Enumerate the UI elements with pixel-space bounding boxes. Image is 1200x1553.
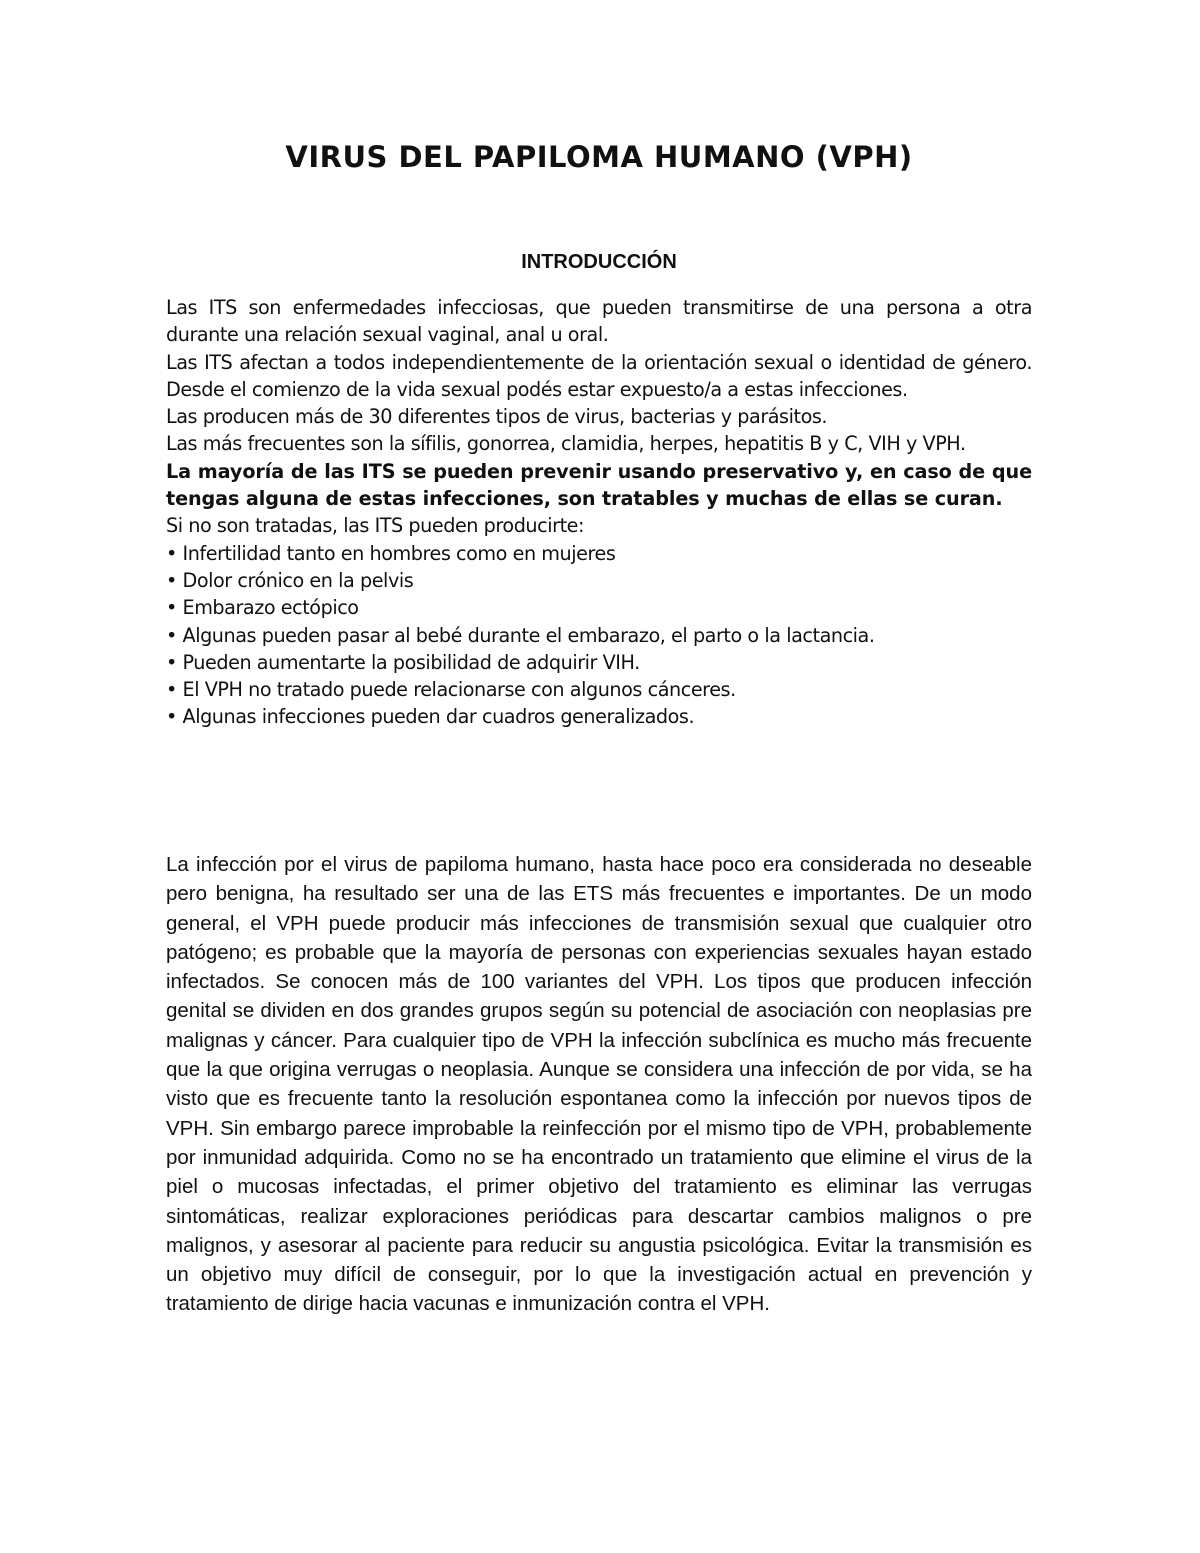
list-item: • El VPH no tratado puede relacionarse con algunos cánceres. <box>166 678 736 702</box>
list-item: • Algunas infecciones pueden dar cuadros generalizados. <box>166 705 695 729</box>
introduction-section <box>166 294 1032 731</box>
list-item: • Dolor crónico en la pelvis <box>166 568 414 592</box>
document-title: VIRUS DEL PAPILOMA HUMANO (VPH) <box>285 140 913 174</box>
intro-paragraph: Las más frecuentes son la sífilis, gonorrea, clamidia, herpes, hepatitis B y C, VIH y VPH. <box>166 432 966 456</box>
intro-paragraph: Las ITS son enfermedades infecciosas, que pueden transmitirse de una persona a otra durante una relación sexual vaginal, anal u oral. <box>166 296 1032 347</box>
bold-prevention-statement: La mayoría de las ITS se pueden prevenir usando preservativo y, en caso de que tengas alguna de estas infecciones, son tratables y muchas de ellas se curan. <box>166 459 1032 511</box>
list-item: • Pueden aumentarte la posibilidad de adquirir VIH. <box>166 650 640 674</box>
main-paragraph: La infección por el virus de papiloma humano, hasta hace poco era considerada no deseable pero benigna, ha resultado ser una de las ETS más frecuentes e importantes. De un modo general, el VPH puede producir más infecciones de transmisión sexual que cualquier otro patógeno; es probable que la mayoría de personas con experiencias sexuales hayan estado infectados. Se conocen más de 100 variantes del VPH. Los tipos que producen infección genital se dividen en dos grandes grupos según su potencial de asociación con neoplasias pre malignas y cáncer. Para cualquier tipo de VPH la infección subclínica es mucho más frecuente que la que origina verrugas o neoplasia. Aunque se considera una infección de por vida, se ha visto que es frecuente tanto la resolución espontanea como la infección por nuevos tipos de VPH. Sin embargo parece improbable la reinfección por el mismo tipo de VPH, probablemente por inmunidad adquirida. Como no se ha encontrado un tratamiento que elimine el virus de la piel o mucosas infectadas, el primer objetivo del tratamiento es eliminar las verrugas sintomáticas, realizar exploraciones periódicas para descartar cambios malignos o pre malignos, y asesorar al paciente para reducir su angustia psicológica. Evitar la transmisión es un objetivo muy difícil de conseguir, por lo que la investigación actual en prevención y tratamiento de dirige hacia vacunas e inmunización contra el VPH. <box>166 853 1032 1316</box>
list-item: • Embarazo ectópico <box>166 596 359 620</box>
intro-paragraph: Las ITS afectan a todos independientemente de la orientación sexual o identidad de género. Desde el comienzo de la vida sexual podés estar expuesto/a a estas infecciones. <box>166 350 1032 401</box>
consequences-intro: Si no son tratadas, las ITS pueden producirte: <box>166 514 585 538</box>
list-item: • Infertilidad tanto en hombres como en mujeres <box>166 541 616 565</box>
consequences-list <box>166 540 1032 731</box>
intro-paragraph: Las producen más de 30 diferentes tipos de virus, bacterias y parásitos. <box>166 405 828 429</box>
section-heading-introduccion: INTRODUCCIÓN <box>521 251 677 273</box>
list-item: • Algunas pueden pasar al bebé durante el embarazo, el parto o la lactancia. <box>166 623 875 647</box>
